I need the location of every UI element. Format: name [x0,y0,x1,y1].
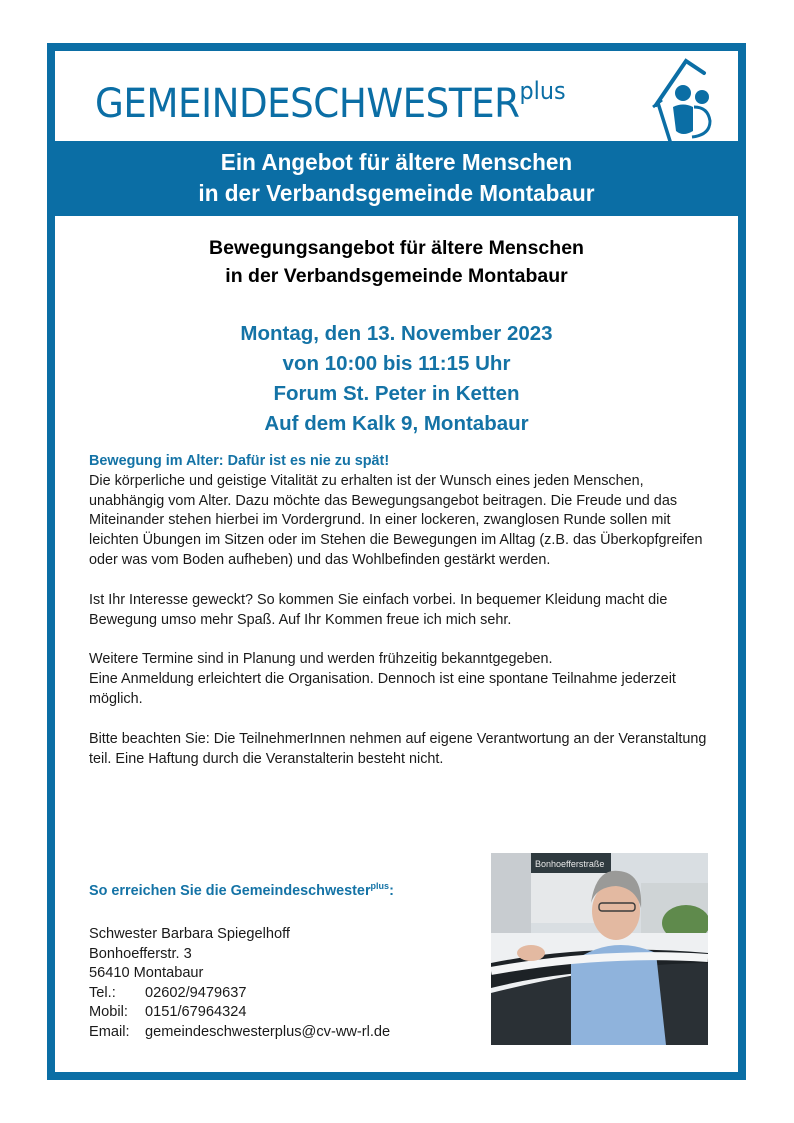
paragraph-3: Weitere Termine sind in Planung und werden frühzeitig bekanntgegeben. Eine Anmeldung erleichtert die Organisation. Dennoch ist eine spontane Teilnahme jederzeit möglich. [89,651,676,707]
contact-email: Email: gemeindeschwesterplus@cv-ww-rl.de [89,1023,390,1043]
event-address: Auf dem Kalk 9, Montabaur [264,412,529,435]
band-line-2: in der Verbandsgemeinde Montabaur [198,180,595,206]
paragraph-2: Ist Ihr Interesse geweckt? So kommen Sie einfach vorbei. In bequemer Kleidung macht die Bewegung umso mehr Spaß. Auf Ihr Kommen freue ich mich sehr. [89,591,668,628]
contact-street: Bonhoefferstr. 3 [89,945,192,962]
event-time: von 10:00 bis 11:15 Uhr [282,352,511,375]
event-venue: Forum St. Peter in Ketten [273,382,520,405]
lead-heading: Bewegung im Alter: Dafür ist es nie zu spät! [89,453,390,469]
paragraph-4: Bitte beachten Sie: Die TeilnehmerInnen nehmen auf eigene Verantwortung an der Veranstaltung teil. Eine Haftung durch die Veranstalterin besteht nicht. [89,730,707,767]
contact-tel: Tel.: 02602/9479637 [89,984,390,1004]
contact-name: Schwester Barbara Spiegelhoff [89,926,290,942]
offer-heading: Bewegungsangebot für ältere Menschen in der Verbandsgemeinde Montabaur [209,237,584,287]
brand-title: $GEMEINDESCHWESTER^{plus}$ [95,77,566,127]
house-family-icon [650,57,720,141]
contact-mobil: Mobil: 0151/67964324 [89,1003,390,1023]
page-frame [47,43,746,1080]
email-address[interactable]: gemeindeschwesterplus@cv-ww-rl.de [145,1023,391,1040]
paragraph-1: Bewegung im Alter: Dafür ist es nie zu spät! Die körperliche und geistige Vitalität zu erhalten ist der Wunsch eines jeden Menschen, unabhängig vom Alter. Dazu möchte das Bewegungsangebot beitragen. Die Freude und das Miteinander stehen hierbei im Vordergrund. In einer lockeren, zwanglosen Runde sollen mit leichten Übungen im Sitzen oder im Stehen die Bewegungen im Alltag (z.B. das Überkopfgreifen oder was vom Boden aufheben) und das Wohlbefinden gestärkt werden. [89,452,719,571]
nurse-photo [491,853,708,1045]
tel-number[interactable]: 02602/9479637 [145,984,247,1001]
band-line-1: Ein Angebot für ältere Menschen [220,149,573,175]
contact-block [89,925,390,1043]
contact-city: 56410 Montabaur [89,965,204,982]
mobil-number[interactable]: 0151/67964324 [145,1004,247,1021]
brand-suffix: plus [519,77,566,105]
event-details [55,319,738,439]
intro-band [55,141,738,216]
event-date: Montag, den 13. November 2023 [240,322,553,345]
portrait-image [491,853,708,1045]
contact-heading: So erreichen Sie die Gemeindeschwester$^{plus}$: [89,881,394,899]
body-text [89,452,719,789]
svg-text:Bonhoefferstraße: Bonhoefferstraße [535,859,605,869]
